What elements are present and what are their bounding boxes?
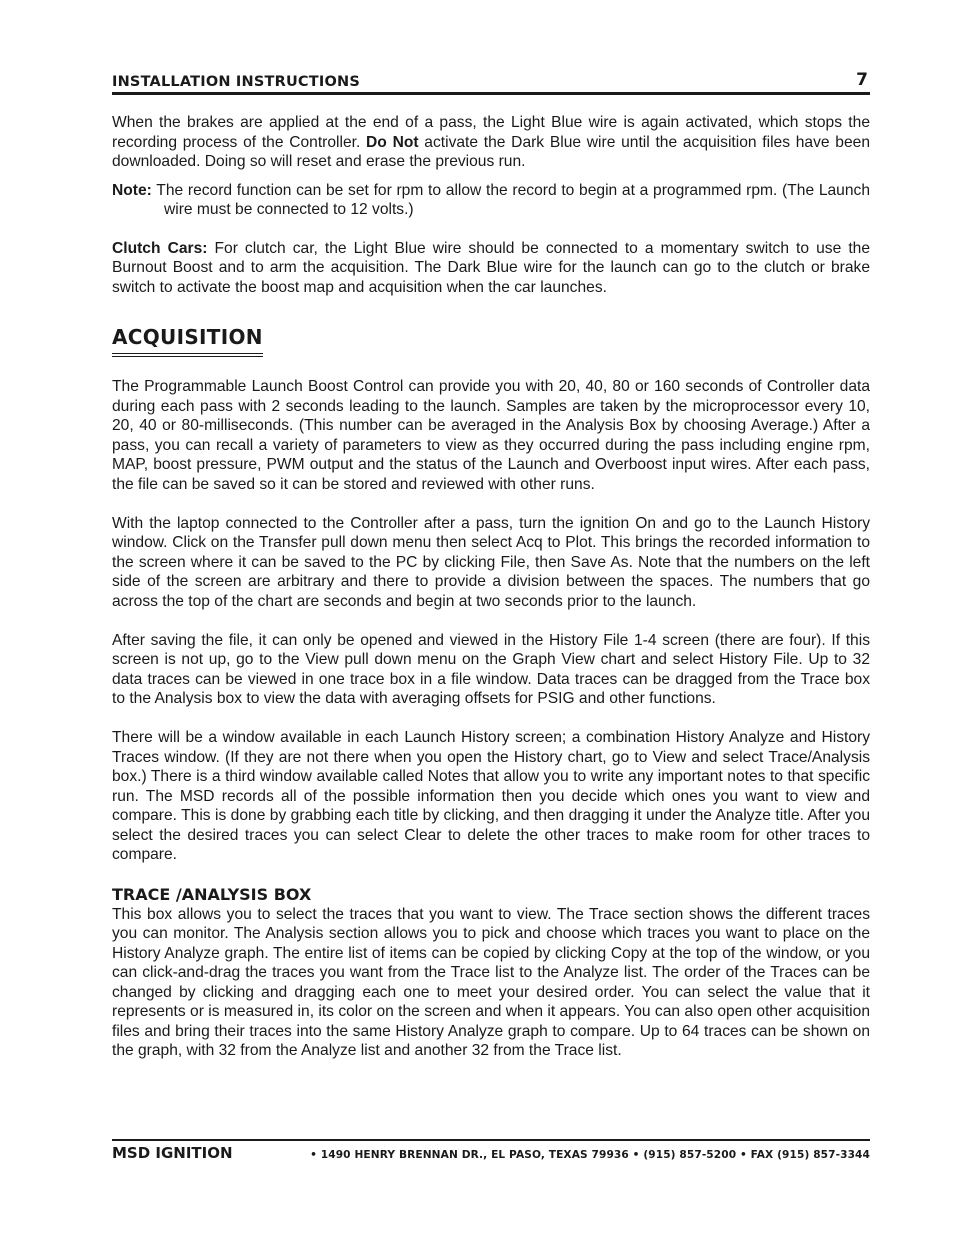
trace-analysis-paragraph: This box allows you to select the traces that you want to view. The Trace section shows the different traces you can monitor. The Analysis section allows you to pick and choose which traces you want to place on the History Analyze graph. The entire list of items can be copied by clicking Copy at the top of the window, or you can click-and-drag the traces you want from the Trace list to the Analyze list. The order of the Traces can be changed by clicking and dragging each one to meet your desired order. You can select the value that it represents or is measured in, its color on the screen and when it appears. You can also open other acquisition files and bring their traces into the same History Analyze graph to compare. Up to 64 traces can be shown on the graph, with 32 from the Analyze list and another 32 from the Trace list. bbox=[112, 905, 870, 1059]
intro-text-a: When the brakes are applied at the end of a pass, the Light Blue wire is again activated, which stops the recording process of the Controller. bbox=[112, 114, 870, 151]
acquisition-paragraph-3: After saving the file, it can only be opened and viewed in the History File 1-4 screen (there are four). If this screen is not up, go to the View pull down menu on the Graph View chart and select History File. Up to 32 data traces can be viewed in one trace box in a file window. Data traces can be dragged from the Trace box to the Analysis box to view the data with averaging offsets for PSIG and other functions. bbox=[112, 631, 870, 707]
note-paragraph bbox=[112, 181, 870, 220]
acquisition-paragraph-4: There will be a window available in each Launch History screen; a combination History Analyze and History Traces window. (If they are not there when you open the History chart, go to View and select Trace/Analysis box.) There is a third window available called Notes that allow you to write any important notes to that specific run. The MSD records all of the possible information then you decide which ones you want to view and compare. This is done by grabbing each title by clicking, and then dragging it under the Analyze title. After you select the desired traces you can select Clear to delete the other traces to make room for other traces to compare. bbox=[112, 729, 870, 863]
footer-address: • 1490 HENRY BRENNAN DR., EL PASO, TEXAS 79936 • (915) 857-5200 • FAX (915) 857-3344 bbox=[310, 1149, 870, 1161]
note-label: Note: bbox=[112, 181, 152, 199]
trace-analysis-heading: TRACE /ANALYSIS BOX bbox=[112, 884, 312, 904]
page-number: 7 bbox=[856, 70, 868, 90]
page-footer bbox=[112, 1139, 870, 1162]
acquisition-paragraph-2: With the laptop connected to the Controller after a pass, turn the ignition On and go to the Launch History window. Click on the Transfer pull down menu then select Acq to Plot. This brings the recorded information to the screen where it can be saved to the PC by clicking File, then Save As. Note that the numbers on the left side of the screen are arbitrary and there to provide a division between the spaces. The numbers that go across the top of the chart are seconds and begin at two seconds prior to the launch. bbox=[112, 514, 870, 610]
page-content bbox=[112, 64, 870, 1061]
intro-bold-text: Do Not bbox=[366, 133, 419, 151]
header-title: INSTALLATION INSTRUCTIONS bbox=[112, 74, 360, 90]
clutch-paragraph bbox=[112, 239, 870, 298]
clutch-label: Clutch Cars: bbox=[112, 239, 208, 257]
acquisition-paragraph-1: The Programmable Launch Boost Control can provide you with 20, 40, 80 or 160 seconds of Controller data during each pass with 2 seconds leading to the launch. Samples are taken by the microprocessor every 10, 20, 40 or 80-milliseconds. (This number can be averaged in the Analysis Box by choosing Average.) After a pass, you can recall a variety of parameters to view as they occurred during the pass including engine rpm, MAP, boost pressure, PWM output and the status of the Launch and Overboost input wires. After each pass, the file can be saved so it can be stored and reviewed with other runs. bbox=[112, 378, 870, 493]
clutch-text: For clutch car, the Light Blue wire should be connected to a momentary switch to use the Burnout Boost and to arm the acquisition. The Dark Blue wire for the launch can go to the clutch or brake switch to activate the boost map and acquisition when the car launches. bbox=[112, 239, 870, 296]
note-text: The record function can be set for rpm to allow the record to begin at a programmed rpm. (The Launch wire must be connected to 12 volts.) bbox=[151, 181, 870, 218]
acquisition-heading: ACQUISITION bbox=[112, 325, 263, 357]
page-header bbox=[112, 64, 870, 95]
footer-brand: MSD IGNITION bbox=[112, 1144, 233, 1162]
intro-paragraph bbox=[112, 113, 870, 172]
intro-text-b: activate the Dark Blue wire until the acquisition files have been downloaded. Doing so will reset and erase the previous run. bbox=[112, 133, 870, 170]
